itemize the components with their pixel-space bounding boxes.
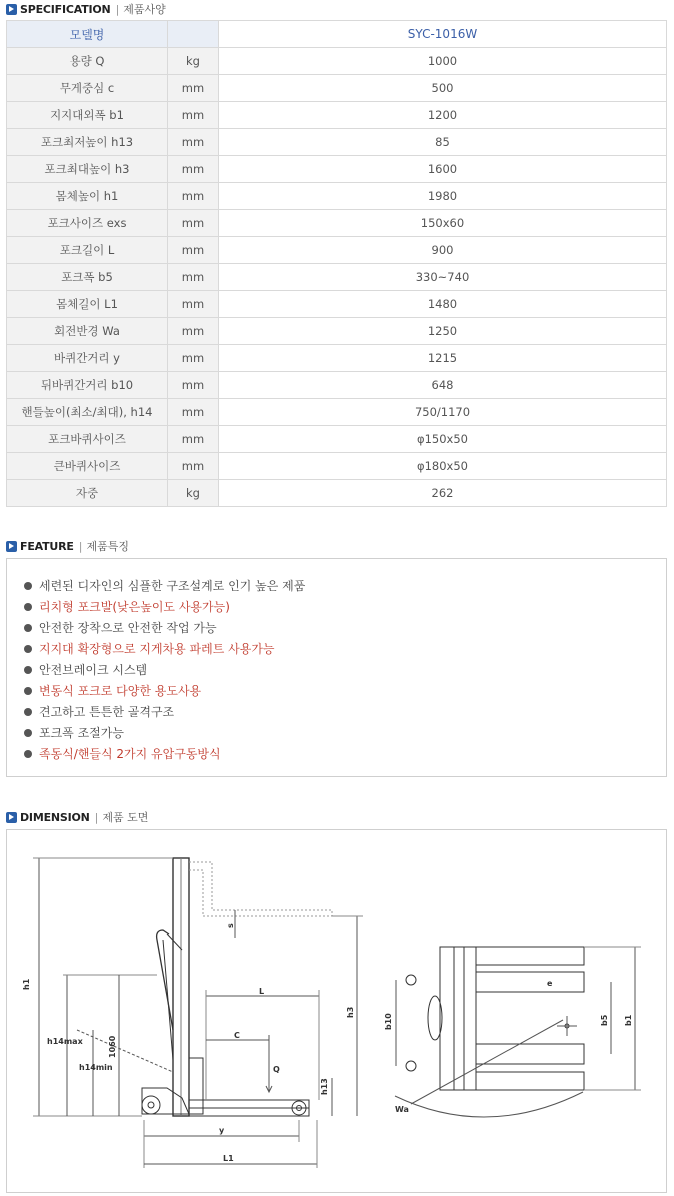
dimension-drawing-box [6,829,667,1193]
feature-item [24,617,305,638]
feature-item [24,638,305,659]
label-Q: Q [273,1065,280,1074]
spec-unit: mm [168,264,219,291]
dimension-subtitle: 제품 도면 [102,811,149,824]
spec-value: 500 [219,75,667,102]
feature-item [24,701,305,722]
spec-row [7,264,667,291]
spec-label: 뒤바퀴간거리 b10 [7,372,168,399]
top-leg-upper [476,947,584,965]
top-fork-upper [476,972,584,992]
label-b5: b5 [600,1014,609,1026]
label-b1: b1 [624,1014,633,1026]
raised-fork [189,862,332,916]
spec-row [7,480,667,507]
label-L1: L1 [223,1154,234,1163]
spec-row [7,210,667,237]
spec-value: 330~740 [219,264,667,291]
spec-value: 1600 [219,156,667,183]
spec-value: 1000 [219,48,667,75]
spec-row [7,237,667,264]
feature-item [24,575,305,596]
spec-label: 포크최대높이 h3 [7,156,168,183]
spec-unit: mm [168,426,219,453]
spec-title: SPECIFICATION [20,2,111,16]
spec-label: 회전반경 Wa [7,318,168,345]
spec-unit: mm [168,237,219,264]
lowered-fork [189,1100,309,1108]
spec-label: 용량 Q [7,48,168,75]
spec-label: 자중 [7,480,168,507]
bullet-icon [24,645,32,653]
bullet-icon [24,687,32,695]
section-arrow-icon [6,541,17,552]
handle [157,930,173,1030]
spec-label: 큰바퀴사이즈 [7,453,168,480]
spec-row [7,48,667,75]
feature-text: 견고하고 튼튼한 골격구조 [39,705,175,719]
big-wheel [142,1096,160,1114]
spec-header-unit [168,21,219,48]
feature-subtitle: 제품특징 [86,540,129,553]
spec-row [7,291,667,318]
dimension-section-header: DIMENSION | 제품 도면 [6,808,148,826]
spec-unit: mm [168,399,219,426]
spec-value: 1215 [219,345,667,372]
label-1060: 1060 [108,1035,117,1058]
top-leg-lower [476,1072,584,1090]
feature-section-header: FEATURE | 제품특징 [6,537,129,555]
spec-unit: mm [168,75,219,102]
spec-subtitle: 제품사양 [123,3,166,16]
spec-unit: mm [168,183,219,210]
spec-unit: kg [168,480,219,507]
spec-row [7,102,667,129]
dimension-title: DIMENSION [20,810,90,824]
feature-text: 변동식 포크로 다양한 용도사용 [39,684,202,698]
label-h3: h3 [346,1006,355,1018]
spec-unit: mm [168,453,219,480]
spec-row [7,183,667,210]
feature-item [24,722,305,743]
spec-label: 포크사이즈 exs [7,210,168,237]
bullet-icon [24,624,32,632]
spec-row [7,345,667,372]
spec-section-header: SPECIFICATION | 제품사양 [6,0,166,18]
feature-item [24,596,305,617]
spec-value: 1250 [219,318,667,345]
spec-value: 900 [219,237,667,264]
fork-carriage [189,1058,203,1114]
feature-item [24,743,305,764]
label-e: e [547,979,553,988]
spec-value: 262 [219,480,667,507]
spec-value: 1480 [219,291,667,318]
section-arrow-icon [6,812,17,823]
feature-list [24,575,305,764]
chassis [142,1088,189,1114]
feature-item [24,680,305,701]
spec-value: φ150x50 [219,426,667,453]
feature-box [6,558,667,777]
label-L: L [259,987,265,996]
spec-unit: mm [168,156,219,183]
base-leg [189,1108,309,1116]
feature-item [24,659,305,680]
spec-row [7,318,667,345]
turning-radius-arc [395,1092,583,1117]
spec-label: 포크최저높이 h13 [7,129,168,156]
spec-label: 포크폭 b5 [7,264,168,291]
spec-unit: mm [168,345,219,372]
spec-unit: mm [168,129,219,156]
spec-unit: mm [168,291,219,318]
spec-value: 750/1170 [219,399,667,426]
dimension-drawing [7,830,668,1194]
spec-label: 핸들높이(최소/최대), h14 [7,399,168,426]
spec-header-model: SYC-1016W [219,21,667,48]
spec-header-row [7,21,667,48]
feature-text: 포크폭 조절가능 [39,726,124,740]
label-h1: h1 [22,978,31,990]
spec-table [6,20,667,507]
label-b10: b10 [384,1013,393,1030]
top-fork-lower [476,1044,584,1064]
spec-unit: kg [168,48,219,75]
label-C: C [234,1031,240,1040]
feature-text: 리치형 포크발(낮은높이도 사용가능) [39,600,230,614]
spec-label: 몸체높이 h1 [7,183,168,210]
spec-label: 몸체길이 L1 [7,291,168,318]
spec-row [7,129,667,156]
bullet-icon [24,708,32,716]
label-Wa: Wa [395,1105,409,1114]
spec-header-label: 모델명 [7,21,168,48]
label-s: s [226,923,235,928]
spec-value: 648 [219,372,667,399]
spec-unit: mm [168,318,219,345]
label-h14max: h14max [47,1037,83,1046]
feature-text: 세련된 디자인의 심플한 구조설계로 인기 높은 제품 [39,579,306,593]
bullet-icon [24,666,32,674]
feature-text: 족동식/핸들식 2가지 유압구동방식 [39,747,221,761]
feature-text: 안전브레이크 시스템 [39,663,148,677]
spec-row [7,156,667,183]
feature-text: 지지대 확장형으로 지게차용 파레트 사용가능 [39,642,275,656]
bullet-icon [24,729,32,737]
section-arrow-icon [6,4,17,15]
spec-row [7,453,667,480]
spec-label: 포크바퀴사이즈 [7,426,168,453]
spec-row [7,399,667,426]
bullet-icon [24,582,32,590]
spec-row [7,426,667,453]
label-y: y [219,1126,225,1135]
bullet-icon [24,603,32,611]
spec-label: 바퀴간거리 y [7,345,168,372]
feature-title: FEATURE [20,539,74,553]
spec-value: 85 [219,129,667,156]
feature-text: 안전한 장착으로 안전한 작업 가능 [39,621,217,635]
spec-unit: mm [168,210,219,237]
spec-unit: mm [168,372,219,399]
spec-value: 1980 [219,183,667,210]
spec-value: φ180x50 [219,453,667,480]
bullet-icon [24,750,32,758]
spec-value: 1200 [219,102,667,129]
spec-label: 포크길이 L [7,237,168,264]
label-h14min: h14min [79,1063,113,1072]
spec-value: 150x60 [219,210,667,237]
spec-row [7,75,667,102]
spec-label: 무게중심 c [7,75,168,102]
label-h13: h13 [320,1078,329,1095]
spec-unit: mm [168,102,219,129]
spec-label: 지지대외폭 b1 [7,102,168,129]
spec-row [7,372,667,399]
